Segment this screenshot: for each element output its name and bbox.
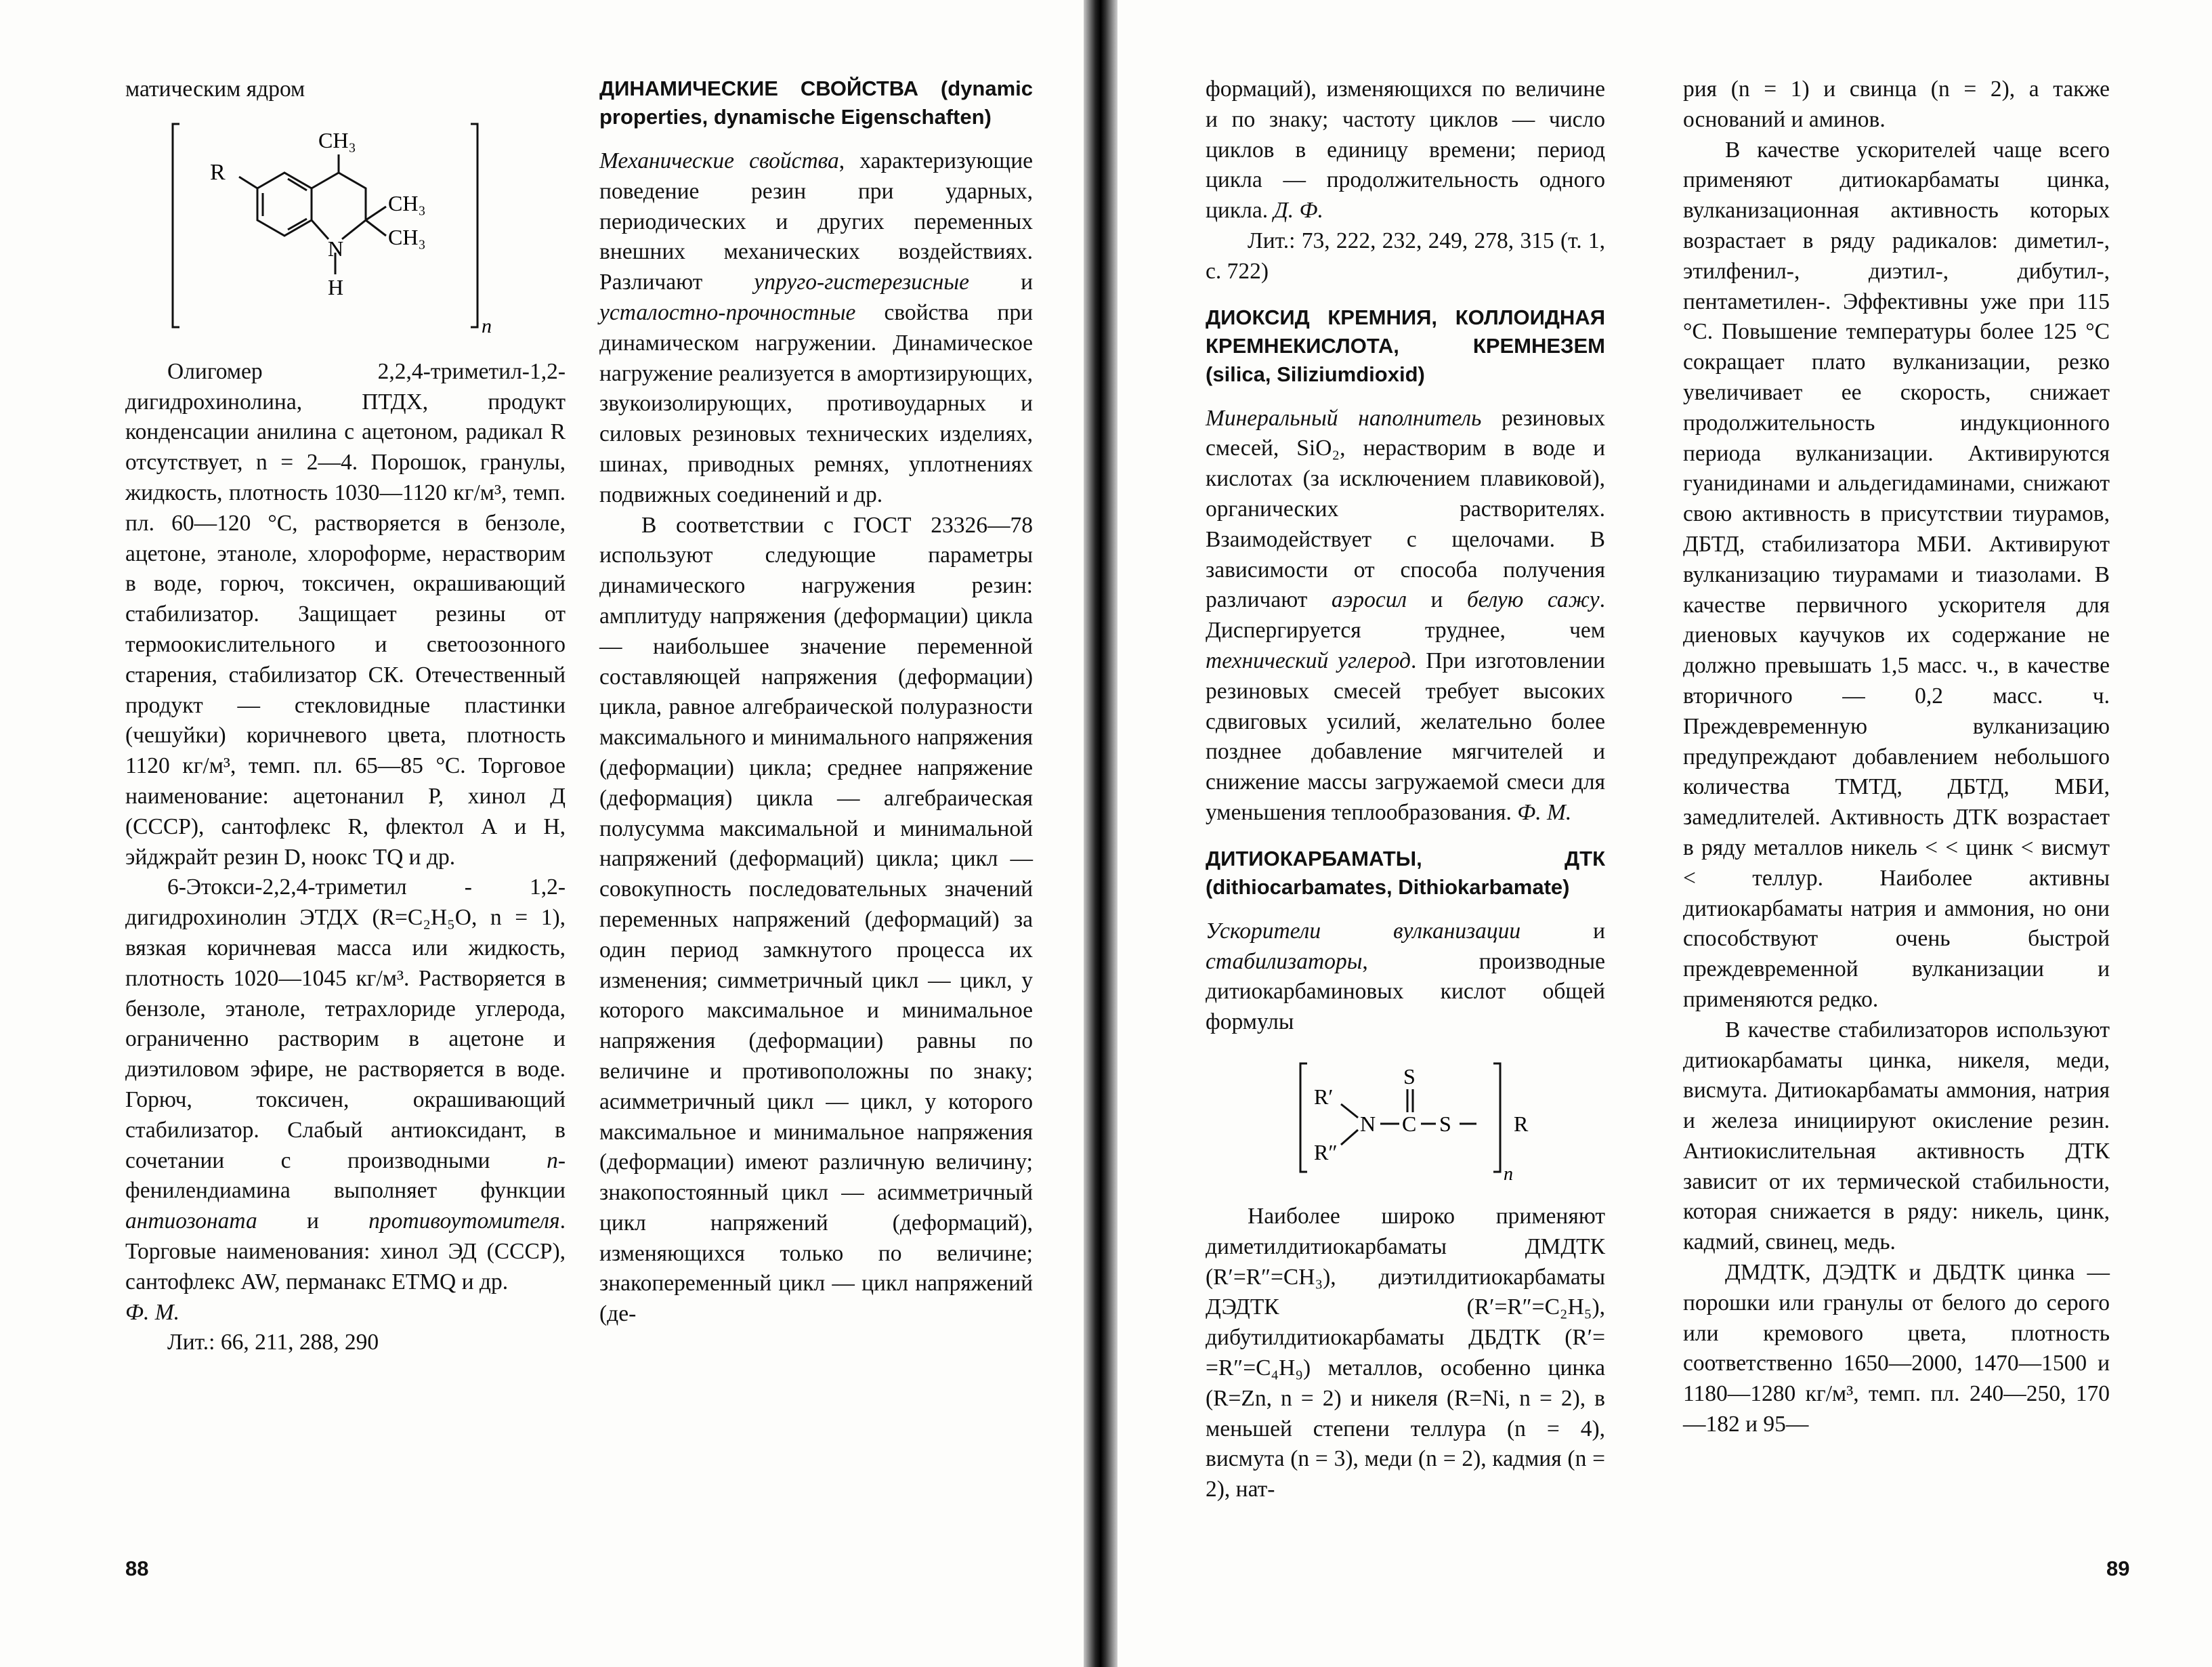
etdh-paragraph: 6-Этокси-2,2,4-триметил - 1,2-дигидрохинолин ЭТДХ (R=C₂H₅O, n = 1), вязкая коричневая масса или жидкость, плотность 1020—1045 кг/м³. Растворяется в бензоле, этаноле, тетрахлориде углерода, ограниченно растворим в ацетоне и диэтиловом эфире, не растворяется в воде. Горюч, токсичен, окрашивающий стабилизатор. Слабый антиоксидант, в сочетании с производными n-фенилендиамина выполняет функции антиозоната и противоутомителя. Торговые наименования: хинол ЭД (СССР), сантофлекс AW, перманакс ETMQ и др. <box>125 874 566 1294</box>
formula-r-out: R <box>1514 1111 1529 1136</box>
page-number-left: 88 <box>125 1557 149 1580</box>
formula-c: C <box>1402 1111 1417 1136</box>
dtk-definition: Ускорители вулканизации и стабилизаторы, производные дитиокарбаминовых кислот общей формулы <box>1206 918 1605 1035</box>
intro-text: матическим ядром <box>125 77 305 102</box>
formula-n: N <box>1360 1111 1376 1136</box>
entry-heading-dithiocarbamates: ДИТИОКАРБАМАТЫ, ДТК (dithiocarbamates, Dithiokarbamate) <box>1206 846 1605 899</box>
dithiocarbamate-structure <box>1206 1050 1605 1185</box>
author-signature: Ф. М. <box>125 1299 179 1325</box>
accelerators-paragraph: В качестве ускорителей чаще всего применяют дитиокарбаматы цинка, вулканизационная активность которых возрастает в ряду радикалов: диметил-, этилфенил-, диэтил-, дибутил-, пентаметилен-. Эффективны уже при 115 °С. Повышение температуры более 125 °С сокращает плато вулканизации, резко увеличивает ее скорость, снижает продолжительность индукционного периода вулканизации. Активируются гуанидинами и альдегидаминами, снижают свою активность в присутствии тиурамов, ДБТД, стабилизатора МБИ. Активируют вулканизацию тиурамами и тиазолами. В качестве первичного ускорителя для диеновых каучуков их содержание не должно превышать 1,5 масс. ч., в качестве вторичного — 0,2 масс. ч. Преждевременную вулканизацию предупреждают добавлением небольшого количества ТМТД, ДБТД, МБИ, замедлителей. Активность ДТК возрастает в ряду металлов никель < < цинк < висмут < теллур. Наиболее активны дитиокарбаматы натрия и аммония, но они способствуют очень быстрой преждевременной вулканизации и применяются редко. <box>1683 137 2110 1012</box>
formula-ch3-top: CH₃ <box>318 127 356 152</box>
oligomer-paragraph: Олигомер 2,2,4-триметил-1,2-дигидрохинолина, ПТДХ, продукт конденсации анилина с ацетоном, радикал R отсутствует, n = 2—4. Порошок, гранулы, жидкость, плотность 1030—1120 кг/м³, темп. пл. 60—120 °С, растворяется в бензоле, ацетоне, этаноле, хлороформе, нерастворим в воде, горюч, токсичен, окрашивающий стабилизатор. Защищает резины от термоокислительного и светоозонного старения, стабилизатор СК. Отечественный продукт — стекловидные пластинки (чешуйки) коричневого цвета, плотность 1120 кг/м³, темп. пл. 65—85 °С. Торговое наименование: ацетонанил Р, хинол Д (СССР), сантофлекс R, флектол А и Н, эйджрайт резин D, ноокс TQ и др. <box>125 358 566 870</box>
right-column-2 <box>1683 75 2110 1440</box>
continuation-paragraph: формаций), изменяющихся по величине и по знаку; частоту циклов — число циклов в единицу времени; период цикла — продолжительность одного цикла. Д. Ф. <box>1206 77 1605 224</box>
stabilizers-paragraph: В качестве стабилизаторов используют дитиокарбаматы цинка, никеля, меди, висмута. Дитиокарбаматы аммония, натрия и железа инициируют окисление резин. Антиокислительная активность ДТК зависит от их термической стабильности, которая снижается в ряду: никель, цинк, кадмий, свинец, медь. <box>1683 1017 2110 1255</box>
literature-ref: Лит.: 66, 211, 288, 290 <box>167 1330 379 1355</box>
formula-n-atom: N <box>328 236 344 261</box>
silica-paragraph: Минеральный наполнитель резиновых смесей, SiO₂, нерастворим в воде и кислотах (за исключением плавиковой), органических растворителях. Взаимодействует с щелочами. В зависимости от способа получения различают аэросил и белую сажу. Диспергируется труднее, чем технический углерод. При изготовлении резиновых смесей требует высоких сдвиговых усилий, желательно более позднее добавление мягчителей и снижение массы загружаемой смеси для уменьшения теплообразования. Ф. М. <box>1206 405 1605 825</box>
left-column-1 <box>125 75 566 1358</box>
formula-r1: R′ <box>1314 1084 1334 1109</box>
dtk-types-paragraph: Наиболее широко применяют диметилдитиокарбаматы ДМДТК (R′=R″=CH₃), диэтилдитиокарбаматы ДЭДТК (R′=R″=C₂H₅), дибутилдитиокарбаматы ДБДТК (R′= =R″=C₄H₉) металлов, особенно цинка (R=Zn, n = 2) и никеля (R=Ni, n = 2), в меньшей степени теллура (n = 4), висмута (n = 3), меди (n = 2), кадмия (n = 2), нат- <box>1206 1203 1605 1502</box>
right-column-1 <box>1206 75 1605 1505</box>
formula-h-atom: H <box>328 274 344 299</box>
right-page <box>1118 0 2212 1667</box>
formula-r2: R″ <box>1314 1139 1338 1164</box>
dihydroquinoline-structure <box>125 117 505 341</box>
dihydroquinoline-formula <box>125 117 566 341</box>
formula-r-label: R <box>210 159 226 185</box>
formula-n-sub: n <box>1504 1163 1513 1185</box>
formula-s-top: S <box>1403 1063 1416 1089</box>
page-number-right: 89 <box>2106 1557 2130 1580</box>
literature-ref-right: Лит.: 73, 222, 232, 249, 278, 315 (т. 1, с. 722) <box>1206 228 1605 284</box>
entry-heading-silica: ДИОКСИД КРЕМНИЯ, КОЛЛОИДНАЯ КРЕМНЕКИСЛОТА, КРЕМНЕЗЕМ (silica, Siliziumdioxid) <box>1206 305 1605 386</box>
dithiocarbamate-formula <box>1206 1050 1605 1185</box>
entry-heading-dynamic: ДИНАМИЧЕСКИЕ СВОЙСТВА (dynamic properties, dynamische Eigenschaften) <box>599 77 1033 129</box>
book-gutter <box>1084 0 1118 1667</box>
gost-paragraph: В соответствии с ГОСТ 23326—78 используют следующие параметры динамического нагружения резин: амплитуду напряжения (деформации) цикла — наибольшее значение переменной составляющей напряжения (деформации) цикла, равное алгебраической полуразности максимального и минимального напряжения (деформации) цикла; среднее напряжение (деформация) цикла — алгебраическая полусумма максимальной и минимальной напряжений (деформаций) цикла; цикл — совокупность последовательных значений переменных напряжений (деформаций) за один период замкнутого процесса их изменения; симметричный цикл — цикл, у которого максимальное и минимальное напряжения (деформации) равны по величине и противоположны по знаку; асимметричный цикл — цикл, у которого максимальное и минимальное напряжения (деформации) имеют различную величину; знакопостоянный цикл — асимметричный цикл напряжений (деформаций), изменяющихся только по величине; знакопеременный цикл — цикл напряжений (де- <box>599 512 1033 1327</box>
left-page <box>0 0 1084 1667</box>
formula-ch3-b: CH₃ <box>388 224 426 249</box>
formula-ch3-a: CH₃ <box>388 190 426 215</box>
dynamic-definition: Механические свойства, характеризующие поведение резин при ударных, периодических и других переменных внешних механических воздействиях. Различают упруго-гистерезисные и усталостно-прочностные свойства при динамическом нагружении. Динамическое нагружение реализуется в амортизирующих, звукоизолирующих, противоударных и силовых резиновых технических изделиях, шинах, приводных ремнях, уплотнениях подвижных соединений и др. <box>599 148 1033 507</box>
formula-n-subscript: n <box>482 314 492 337</box>
continuation-paragraph-2: рия (n = 1) и свинца (n = 2), а также оснований и аминов. <box>1683 77 2110 132</box>
zinc-dtk-paragraph: ДМДТК, ДЭДТК и ДБДТК цинка — порошки или гранулы от белого до серого или кремового цвета, плотность соответственно 1650—2000, 1470—1500 и 1180—1280 кг/м³, темп. пл. 240—250, 170—182 и 95— <box>1683 1260 2110 1437</box>
formula-s-right: S <box>1439 1111 1451 1136</box>
left-column-2 <box>599 75 1033 1330</box>
